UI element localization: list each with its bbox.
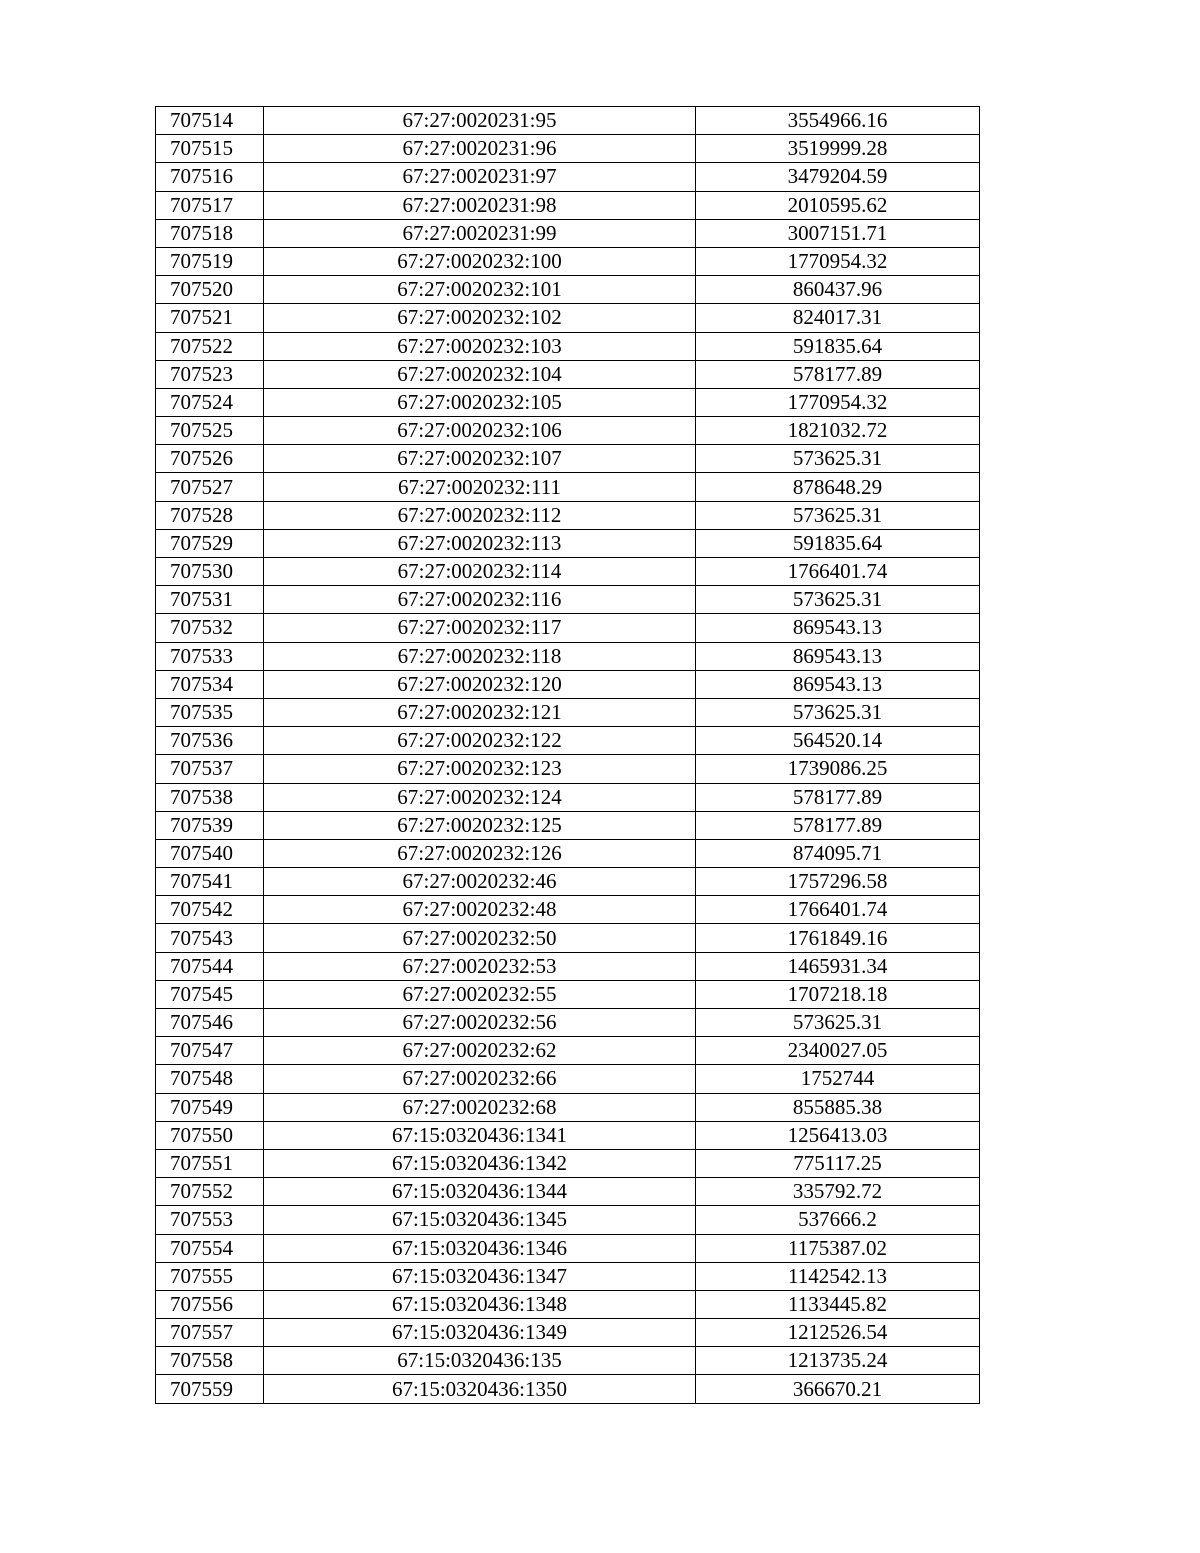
cadastral-value-cell: 1766401.74 xyxy=(696,896,980,924)
cadastral-value-cell: 3554966.16 xyxy=(696,107,980,135)
table-row xyxy=(156,219,980,247)
cadastral-number-cell: 67:27:0020232:104 xyxy=(264,360,696,388)
row-number-cell: 707521 xyxy=(156,304,264,332)
cadastral-value-cell: 1213735.24 xyxy=(696,1347,980,1375)
cadastral-value-cell: 591835.64 xyxy=(696,332,980,360)
row-number-cell: 707546 xyxy=(156,1009,264,1037)
row-number-cell: 707552 xyxy=(156,1178,264,1206)
cadastral-value-cell: 855885.38 xyxy=(696,1093,980,1121)
cadastral-number-cell: 67:27:0020232:101 xyxy=(264,276,696,304)
row-number-cell: 707524 xyxy=(156,388,264,416)
row-number-cell: 707550 xyxy=(156,1121,264,1149)
cadastral-value-cell: 874095.71 xyxy=(696,839,980,867)
cadastral-value-cell: 573625.31 xyxy=(696,586,980,614)
table-row xyxy=(156,1065,980,1093)
cadastral-value-cell: 573625.31 xyxy=(696,1009,980,1037)
table-row xyxy=(156,1037,980,1065)
cadastral-number-cell: 67:27:0020232:103 xyxy=(264,332,696,360)
cadastral-value-cell: 869543.13 xyxy=(696,670,980,698)
cadastral-value-cell: 1212526.54 xyxy=(696,1319,980,1347)
table-row xyxy=(156,529,980,557)
cadastral-value-cell: 537666.2 xyxy=(696,1206,980,1234)
row-number-cell: 707520 xyxy=(156,276,264,304)
cadastral-value-cell: 860437.96 xyxy=(696,276,980,304)
row-number-cell: 707542 xyxy=(156,896,264,924)
table-row xyxy=(156,755,980,783)
cadastral-value-cell: 3519999.28 xyxy=(696,135,980,163)
table-row xyxy=(156,980,980,1008)
cadastral-value-cell: 1766401.74 xyxy=(696,558,980,586)
table-row xyxy=(156,614,980,642)
cadastral-number-cell: 67:27:0020232:122 xyxy=(264,727,696,755)
row-number-cell: 707529 xyxy=(156,529,264,557)
table-body xyxy=(156,107,980,1404)
table-row xyxy=(156,1319,980,1347)
table-row xyxy=(156,1347,980,1375)
cadastral-number-cell: 67:15:0320436:1350 xyxy=(264,1375,696,1403)
cadastral-number-cell: 67:27:0020232:50 xyxy=(264,924,696,952)
row-number-cell: 707522 xyxy=(156,332,264,360)
table-row xyxy=(156,896,980,924)
table-row xyxy=(156,558,980,586)
table-row xyxy=(156,839,980,867)
cadastral-number-cell: 67:15:0320436:1346 xyxy=(264,1234,696,1262)
cadastral-number-cell: 67:27:0020232:124 xyxy=(264,783,696,811)
table-row xyxy=(156,783,980,811)
table-row xyxy=(156,1178,980,1206)
table-row xyxy=(156,135,980,163)
cadastral-value-cell: 1739086.25 xyxy=(696,755,980,783)
cadastral-number-cell: 67:27:0020232:112 xyxy=(264,501,696,529)
table-row xyxy=(156,332,980,360)
cadastral-value-cell: 1465931.34 xyxy=(696,952,980,980)
table-row xyxy=(156,191,980,219)
cadastral-value-cell: 1821032.72 xyxy=(696,417,980,445)
row-number-cell: 707557 xyxy=(156,1319,264,1347)
cadastral-number-cell: 67:15:0320436:1345 xyxy=(264,1206,696,1234)
row-number-cell: 707540 xyxy=(156,839,264,867)
table-row xyxy=(156,952,980,980)
row-number-cell: 707537 xyxy=(156,755,264,783)
cadastral-number-cell: 67:27:0020232:68 xyxy=(264,1093,696,1121)
row-number-cell: 707539 xyxy=(156,811,264,839)
cadastral-number-cell: 67:27:0020232:62 xyxy=(264,1037,696,1065)
cadastral-number-cell: 67:15:0320436:1347 xyxy=(264,1262,696,1290)
table-row xyxy=(156,1262,980,1290)
row-number-cell: 707531 xyxy=(156,586,264,614)
table-row xyxy=(156,360,980,388)
row-number-cell: 707543 xyxy=(156,924,264,952)
cadastral-number-cell: 67:27:0020232:66 xyxy=(264,1065,696,1093)
row-number-cell: 707556 xyxy=(156,1290,264,1318)
table-row xyxy=(156,811,980,839)
table-row xyxy=(156,304,980,332)
cadastral-number-cell: 67:15:0320436:1344 xyxy=(264,1178,696,1206)
row-number-cell: 707527 xyxy=(156,473,264,501)
cadastral-number-cell: 67:27:0020232:125 xyxy=(264,811,696,839)
cadastral-number-cell: 67:15:0320436:1349 xyxy=(264,1319,696,1347)
cadastral-number-cell: 67:27:0020232:55 xyxy=(264,980,696,1008)
cadastral-value-cell: 564520.14 xyxy=(696,727,980,755)
cadastral-number-cell: 67:27:0020232:117 xyxy=(264,614,696,642)
table-row xyxy=(156,388,980,416)
table-row xyxy=(156,501,980,529)
cadastral-value-cell: 573625.31 xyxy=(696,445,980,473)
cadastral-number-cell: 67:27:0020232:111 xyxy=(264,473,696,501)
row-number-cell: 707549 xyxy=(156,1093,264,1121)
table-row xyxy=(156,1149,980,1177)
row-number-cell: 707525 xyxy=(156,417,264,445)
row-number-cell: 707545 xyxy=(156,980,264,1008)
cadastral-value-cell: 1256413.03 xyxy=(696,1121,980,1149)
cadastral-value-cell: 1142542.13 xyxy=(696,1262,980,1290)
cadastral-number-cell: 67:27:0020232:102 xyxy=(264,304,696,332)
row-number-cell: 707532 xyxy=(156,614,264,642)
row-number-cell: 707538 xyxy=(156,783,264,811)
cadastral-value-cell: 2010595.62 xyxy=(696,191,980,219)
table-row xyxy=(156,163,980,191)
cadastral-value-cell: 335792.72 xyxy=(696,1178,980,1206)
row-number-cell: 707516 xyxy=(156,163,264,191)
cadastral-number-cell: 67:27:0020232:106 xyxy=(264,417,696,445)
cadastral-number-cell: 67:15:0320436:135 xyxy=(264,1347,696,1375)
table-row xyxy=(156,445,980,473)
cadastral-value-cell: 1175387.02 xyxy=(696,1234,980,1262)
cadastral-number-cell: 67:15:0320436:1341 xyxy=(264,1121,696,1149)
row-number-cell: 707536 xyxy=(156,727,264,755)
table-row xyxy=(156,1009,980,1037)
row-number-cell: 707551 xyxy=(156,1149,264,1177)
cadastral-number-cell: 67:15:0320436:1342 xyxy=(264,1149,696,1177)
cadastral-value-cell: 869543.13 xyxy=(696,614,980,642)
table-row xyxy=(156,1290,980,1318)
table-row xyxy=(156,1234,980,1262)
cadastral-number-cell: 67:27:0020232:120 xyxy=(264,670,696,698)
cadastral-number-cell: 67:27:0020232:105 xyxy=(264,388,696,416)
cadastral-value-cell: 3007151.71 xyxy=(696,219,980,247)
cadastral-value-cell: 1707218.18 xyxy=(696,980,980,1008)
cadastral-value-cell: 578177.89 xyxy=(696,811,980,839)
table-row xyxy=(156,924,980,952)
table-row xyxy=(156,727,980,755)
row-number-cell: 707530 xyxy=(156,558,264,586)
cadastral-number-cell: 67:27:0020231:99 xyxy=(264,219,696,247)
row-number-cell: 707518 xyxy=(156,219,264,247)
cadastral-number-cell: 67:15:0320436:1348 xyxy=(264,1290,696,1318)
table-row xyxy=(156,670,980,698)
table-row xyxy=(156,698,980,726)
cadastral-value-cell: 878648.29 xyxy=(696,473,980,501)
row-number-cell: 707526 xyxy=(156,445,264,473)
cadastral-number-cell: 67:27:0020232:123 xyxy=(264,755,696,783)
cadastral-number-cell: 67:27:0020232:116 xyxy=(264,586,696,614)
cadastral-number-cell: 67:27:0020232:46 xyxy=(264,868,696,896)
row-number-cell: 707548 xyxy=(156,1065,264,1093)
row-number-cell: 707559 xyxy=(156,1375,264,1403)
cadastral-value-cell: 775117.25 xyxy=(696,1149,980,1177)
table-row xyxy=(156,107,980,135)
row-number-cell: 707517 xyxy=(156,191,264,219)
table-row xyxy=(156,1121,980,1149)
table-row xyxy=(156,276,980,304)
row-number-cell: 707514 xyxy=(156,107,264,135)
cadastral-value-cell: 578177.89 xyxy=(696,360,980,388)
table-row xyxy=(156,417,980,445)
table-row xyxy=(156,1375,980,1403)
cadastral-value-cell: 366670.21 xyxy=(696,1375,980,1403)
cadastral-number-cell: 67:27:0020232:113 xyxy=(264,529,696,557)
cadastral-value-cell: 2340027.05 xyxy=(696,1037,980,1065)
cadastral-value-cell: 1757296.58 xyxy=(696,868,980,896)
row-number-cell: 707523 xyxy=(156,360,264,388)
table-row xyxy=(156,247,980,275)
cadastral-number-cell: 67:27:0020232:114 xyxy=(264,558,696,586)
cadastral-value-cell: 3479204.59 xyxy=(696,163,980,191)
cadastral-value-cell: 1770954.32 xyxy=(696,247,980,275)
row-number-cell: 707544 xyxy=(156,952,264,980)
cadastral-number-cell: 67:27:0020232:100 xyxy=(264,247,696,275)
row-number-cell: 707554 xyxy=(156,1234,264,1262)
table-row xyxy=(156,642,980,670)
cadastral-value-cell: 573625.31 xyxy=(696,501,980,529)
cadastral-value-cell: 591835.64 xyxy=(696,529,980,557)
cadastral-number-cell: 67:27:0020232:48 xyxy=(264,896,696,924)
cadastral-value-cell: 1752744 xyxy=(696,1065,980,1093)
row-number-cell: 707553 xyxy=(156,1206,264,1234)
cadastral-value-cell: 869543.13 xyxy=(696,642,980,670)
cadastral-number-cell: 67:27:0020232:56 xyxy=(264,1009,696,1037)
cadastral-number-cell: 67:27:0020231:96 xyxy=(264,135,696,163)
row-number-cell: 707541 xyxy=(156,868,264,896)
table-row xyxy=(156,1206,980,1234)
row-number-cell: 707558 xyxy=(156,1347,264,1375)
table-row xyxy=(156,868,980,896)
cadastral-number-cell: 67:27:0020232:118 xyxy=(264,642,696,670)
row-number-cell: 707528 xyxy=(156,501,264,529)
cadastral-number-cell: 67:27:0020232:126 xyxy=(264,839,696,867)
table-row xyxy=(156,586,980,614)
cadastral-value-cell: 1133445.82 xyxy=(696,1290,980,1318)
row-number-cell: 707533 xyxy=(156,642,264,670)
cadastral-number-cell: 67:27:0020232:121 xyxy=(264,698,696,726)
row-number-cell: 707535 xyxy=(156,698,264,726)
cadastral-number-cell: 67:27:0020231:97 xyxy=(264,163,696,191)
table-row xyxy=(156,1093,980,1121)
row-number-cell: 707534 xyxy=(156,670,264,698)
cadastral-value-cell: 573625.31 xyxy=(696,698,980,726)
cadastral-number-cell: 67:27:0020232:107 xyxy=(264,445,696,473)
row-number-cell: 707547 xyxy=(156,1037,264,1065)
cadastral-number-cell: 67:27:0020231:95 xyxy=(264,107,696,135)
cadastral-value-cell: 824017.31 xyxy=(696,304,980,332)
cadastral-number-cell: 67:27:0020232:53 xyxy=(264,952,696,980)
row-number-cell: 707515 xyxy=(156,135,264,163)
cadastral-value-cell: 1770954.32 xyxy=(696,388,980,416)
row-number-cell: 707519 xyxy=(156,247,264,275)
cadastral-value-cell: 578177.89 xyxy=(696,783,980,811)
cadastral-number-cell: 67:27:0020231:98 xyxy=(264,191,696,219)
table-row xyxy=(156,473,980,501)
row-number-cell: 707555 xyxy=(156,1262,264,1290)
cadastral-value-cell: 1761849.16 xyxy=(696,924,980,952)
cadastral-value-table xyxy=(155,106,980,1404)
